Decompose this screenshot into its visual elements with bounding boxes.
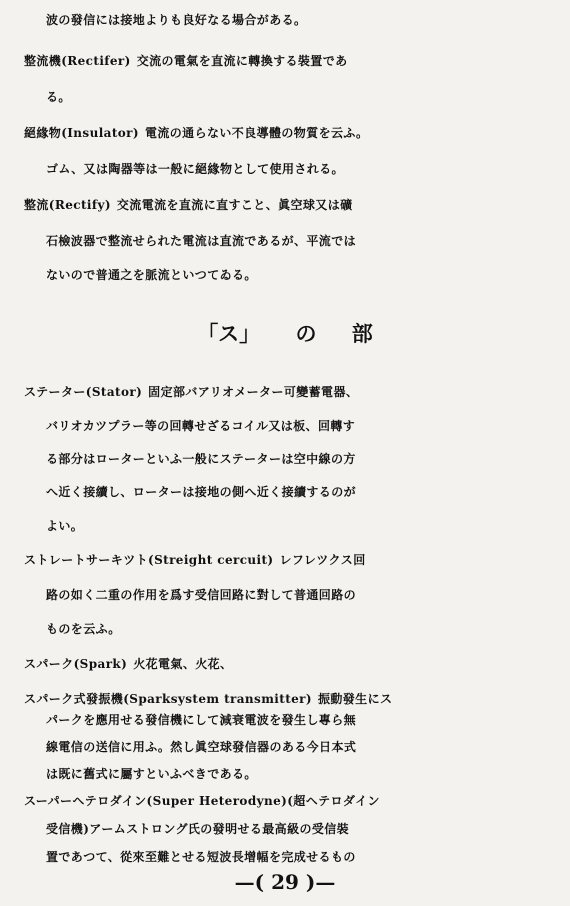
text-line: 路の如く二重の作用を爲す受信回路に對して普通回路の xyxy=(46,588,357,602)
page-number: —( 29 )— xyxy=(234,870,336,894)
entry-term: 絕緣物(Insulator) xyxy=(24,126,139,140)
glossary-entry xyxy=(0,190,570,220)
entry-definition: 固定部バアリオメーター可變蓄電器、 xyxy=(148,385,359,399)
text-line: 波の發信には接地よりも良好なる場合がある。 xyxy=(46,13,307,27)
entry-term: スーパーヘテロダイン(Super Heterodyne)(超ヘテロダイン xyxy=(24,794,380,808)
text-line: よい。 xyxy=(46,519,84,533)
entry-definition: 電流の通らない不良導體の物質を云ふ。 xyxy=(144,126,369,140)
entry-term: スパーク式發振機(Sparksystem transmitter) xyxy=(24,692,312,706)
glossary-entry xyxy=(0,649,570,679)
text-line: バリオカツプラー等の回轉せざるコイル又は板、回轉す xyxy=(46,419,356,433)
glossary-entry xyxy=(0,46,570,76)
text-line: は既に舊式に屬すといふべきである。 xyxy=(46,767,257,781)
text-line: る部分はローターといふ一般にステーターは空中線の方 xyxy=(46,452,356,466)
glossary-entry xyxy=(0,118,570,148)
entry-definition: 交流電流を直流に直すこと、眞空球又は礦 xyxy=(116,198,353,212)
entry-term: ストレートサーキツト(Streight cercuit) xyxy=(24,553,274,567)
text-line: 石檢波器で整流せられた電流は直流であるが、平流では xyxy=(46,234,357,248)
glossary-entry xyxy=(0,786,570,816)
entry-definition: 振動發生にス xyxy=(317,692,393,706)
entry-term: 整流(Rectify) xyxy=(24,198,111,212)
glossary-entry xyxy=(0,545,570,575)
text-line: ゴム、又は陶器等は一般に絕緣物として使用される。 xyxy=(46,162,344,176)
glossary-entry xyxy=(0,377,570,407)
text-line: パークを應用せる發信機にして減衰電波を發生し專ら無 xyxy=(46,713,357,727)
text-line: る。 xyxy=(46,90,71,104)
text-line: 受信機)アームストロング氏の發明せる最高級の受信裝 xyxy=(46,822,350,836)
text-line: へ近く接續し、ローターは接地の側へ近く接續するのが xyxy=(46,485,357,499)
entry-definition: レフレツクス回 xyxy=(279,553,366,567)
text-line: ないので普通之を脈流といつてゐる。 xyxy=(46,268,257,282)
text-line: 置であつて、從來至難とせる短波長增幅を完成せるもの xyxy=(46,850,356,864)
text-line: ものを云ふ。 xyxy=(46,622,121,636)
text-line: 線電信の送信に用ふ。然し眞空球發信器のある今日本式 xyxy=(46,740,357,754)
entry-definition: 交流の電氣を直流に轉換する裝置であ xyxy=(136,54,348,68)
entry-term: 整流機(Rectifer) xyxy=(24,54,131,68)
entry-term: スパーク(Spark) xyxy=(24,657,128,671)
section-heading: 「ス」 の 部 xyxy=(197,321,373,346)
entry-term: ステーター(Stator) xyxy=(24,385,143,399)
entry-definition: 火花電氣、火花、 xyxy=(133,657,233,671)
